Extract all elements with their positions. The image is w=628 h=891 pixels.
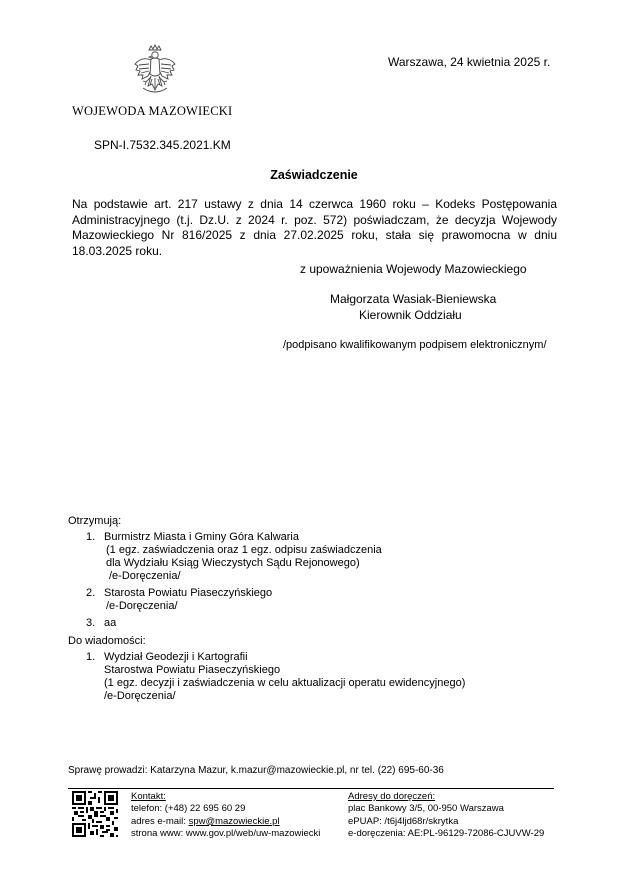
document-date: Warszawa, 24 kwietnia 2025 r. [388, 55, 551, 69]
delivery-label: Adresy do doręczeń: [348, 791, 436, 802]
recipients-list [68, 531, 465, 630]
for-information-label: Do wiadomości: [68, 635, 146, 647]
delivery-address: plac Bankowy 3/5, 00-950 Warszawa [348, 803, 504, 815]
list-line: (1 egz. zaświadczenia oraz 1 egz. odpisu zaświadczenia [106, 544, 382, 556]
contact-email-link[interactable]: spw@mazowieckie.pl [188, 815, 280, 827]
footer-contact [131, 791, 320, 841]
case-number: SPN-I.7532.345.2021.KM [94, 138, 231, 152]
list-line: /e-Doręczenia/ [104, 690, 176, 702]
contact-website[interactable]: strona www: www.gov.pl/web/uw-mazowiecki [131, 828, 321, 840]
document-title: Zaświadczenie [270, 168, 358, 182]
list-line: Wydział Geodezji i Kartografii [104, 651, 248, 663]
for-information-list [68, 651, 465, 703]
list-line: Starosta Powiatu Piaseczyńskiego [104, 587, 273, 599]
delivery-e-delivery: e-doręczenia: AE:PL-96129-72086-CJUVW-29 [348, 828, 545, 840]
footer-delivery-addresses [348, 791, 544, 841]
list-number: 1. [86, 531, 96, 543]
list-item [68, 531, 465, 583]
signer-name: Małgorzata Wasiak-Bieniewska [330, 292, 497, 306]
qr-code-icon [72, 791, 118, 837]
contact-phone: telefon: (+48) 22 695 60 29 [131, 803, 246, 815]
list-item [68, 651, 465, 703]
delivery-epuap: ePUAP: /t6j4ljd68r/skrytka [348, 815, 459, 827]
signature-authorization: z upoważnienia Wojewody Mazowieckiego [300, 262, 527, 276]
footer-divider [68, 788, 554, 789]
contact-email-prefix: adres e-mail: [131, 815, 189, 827]
list-number: 1. [86, 651, 96, 663]
case-handler: Sprawę prowadzi: Katarzyna Mazur, k.mazur@mazowieckie.pl, nr tel. (22) 695-60-36 [68, 765, 444, 776]
list-line: /e-Doręczenia/ [109, 570, 181, 582]
recipients-label: Otrzymują: [68, 515, 122, 527]
list-number: 3. [86, 617, 96, 629]
list-line: Starostwa Powiatu Piaseczyńskiego [104, 664, 281, 676]
signer-role: Kierownik Oddziału [359, 308, 462, 322]
list-item [68, 617, 465, 630]
list-line: (1 egz. decyzji i zaświadczenia w celu aktualizacji operatu ewidencyjnego) [104, 677, 466, 689]
list-number: 2. [86, 587, 96, 599]
list-item [68, 587, 465, 613]
list-line: /e-Doręczenia/ [106, 600, 178, 612]
issuing-authority: WOJEWODA MAZOWIECKI [72, 104, 233, 118]
contact-label: Kontakt: [131, 791, 166, 802]
list-line: aa [104, 617, 117, 629]
document-body: Na podstawie art. 217 ustawy z dnia 14 czerwca 1960 roku – Kodeks Postępowania Administracyjnego (t.j. Dz.U. z 2024 r. poz. 572) poświadczam, że decyzja Wojewody Mazowieckiego Nr 816/2025 z dnia 27.02.2025 roku, stała się prawomocna w dniu 18.03.2025 roku. [72, 197, 557, 258]
recipients-section [68, 515, 465, 703]
electronic-signature-note: /podpisano kwalifikowanym podpisem elektronicznym/ [283, 339, 547, 351]
list-line: dla Wydziału Ksiąg Wieczystych Sądu Rejonowego) [106, 557, 360, 569]
contact-email-line [131, 816, 320, 828]
polish-eagle-emblem-icon [132, 44, 178, 98]
list-line: Burmistrz Miasta i Gminy Góra Kalwaria [104, 531, 299, 543]
